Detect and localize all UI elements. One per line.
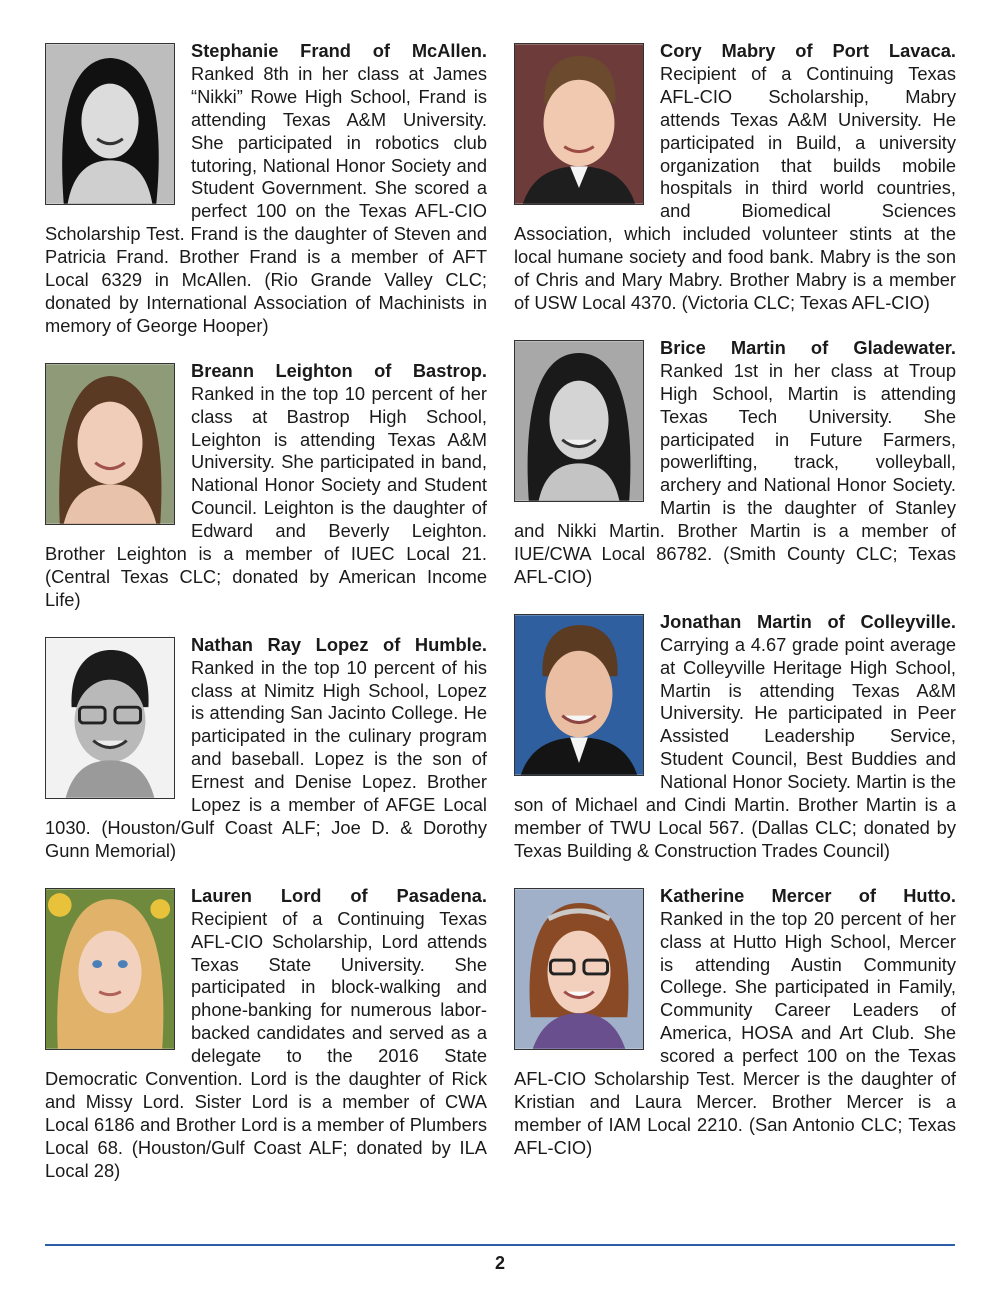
scholar-name: Cory Mabry of Port Lavaca. [660, 40, 956, 61]
right-column [514, 40, 956, 1160]
portrait-photo [45, 888, 175, 1050]
left-column [45, 40, 487, 1183]
portrait-photo [45, 43, 175, 205]
scholar-name: Brice Martin of Gladewater. [660, 336, 956, 358]
scholar-bio: Ranked in the top 20 percent of her class at Hutto High School, Mercer is attending Austin Community College. She participated in Family, Community Career Leaders of America, HOSA and Art Club. She scored a perfect 100 on the Texas AFL-CIO Scholarship Test. Mercer is the daughter of Kristian and Laura Mercer. Brother Mercer is a member of IAM Local 2210. (San Antonio CLC; Texas AFL-CIO) [514, 907, 956, 1158]
page-number: 2 [494, 1253, 505, 1273]
portrait-photo [514, 340, 644, 502]
scholar-entry [45, 634, 487, 863]
scholar-bio: Carrying a 4.67 grade point average at Colleyville Heritage High School, Martin is attending Texas A&M University. He participated in Peer Assisted Leadership Service, Student Council, Best Buddies and National Honor Society. Martin is the son of Michael and Cindi Martin. Brother Martin is a member of TWU Local 567. (Dallas CLC; donated by Texas Building & Construction Trades Council) [514, 633, 956, 861]
portrait-photo [514, 888, 644, 1050]
scholar-entry [45, 360, 487, 612]
scholar-entry [514, 337, 956, 589]
scholar-name: Lauren Lord of Pasadena. [191, 884, 487, 906]
scholar-name: Breann Leighton of Bastrop. [191, 359, 487, 381]
scholar-name: Stephanie Frand of McAllen. [191, 40, 487, 61]
scholar-entry [514, 885, 956, 1160]
scholar-bio: Recipient of a Continuing Texas AFL-CIO Scholarship, Lord attends Texas State University. She participated in block-walking and phone-banking for numerous labor-backed candidates and served as a delegate to the 2016 State Democratic Convention. Lord is the daughter of Rick and Missy Lord. Sister Lord is a member of CWA Local 6186 and Brother Lord is a member of Plumbers Local 68. (Houston/Gulf Coast ALF; donated by ILA Local 28) [45, 907, 487, 1181]
scholar-name: Katherine Mercer of Hutto. [660, 884, 956, 906]
scholar-entry [45, 885, 487, 1183]
footer-rule [45, 1244, 955, 1246]
scholar-entry [45, 40, 487, 338]
scholar-bio: Ranked 8th in her class at James “Nikki” Rowe High School, Frand is attending Texas A&M University. She participated in robotics club tutoring, National Honor Society and Student Government. She scored a perfect 100 on the Texas AFL-CIO Scholarship Test. Frand is the daughter of Steven and Patricia Frand. Brother Frand is a member of AFT Local 6329 in McAllen. (Rio Grande Valley CLC; donated by International Association of Machinists in memory of George Hooper) [45, 62, 487, 336]
scholar-bio: Ranked in the top 10 percent of his class at Nimitz High School, Lopez is attending San Jacinto College. He participated in the culinary program and baseball. Lopez is the son of Ernest and Denise Lopez. Brother Lopez is a member of AFGE Local 1030. (Houston/Gulf Coast ALF; Joe D. & Dorothy Gunn Memorial) [45, 656, 487, 861]
portrait-photo [514, 614, 644, 776]
portrait-photo [45, 637, 175, 799]
scholar-name: Jonathan Martin of Colleyville. [660, 610, 956, 632]
scholar-bio: Ranked 1st in her class at Troup High School, Martin is attending Texas Tech University. She participated in Future Farmers, powerlifting, track, volleyball, archery and National Honor Society. Martin is the daughter of Stanley and Nikki Martin. Brother Martin is a member of IUE/CWA Local 86782. (Smith County CLC; Texas AFL-CIO) [514, 359, 956, 587]
scholar-bio: Ranked in the top 10 percent of her class at Bastrop High School, Leighton is attending Texas A&M University. She participated in band, National Honor Society and Student Council. Leighton is the daughter of Edward and Beverly Leighton. Brother Leighton is a member of IUEC Local 21. (Central Texas CLC; donated by American Income Life) [45, 382, 487, 610]
scholar-entry [514, 40, 956, 315]
portrait-photo [45, 363, 175, 525]
portrait-photo [514, 43, 644, 205]
scholar-name: Nathan Ray Lopez of Humble. [191, 633, 487, 655]
scholar-entry [514, 611, 956, 863]
scholar-bio: Recipient of a Continuing Texas AFL-CIO Scholarship, Mabry attends Texas A&M University. He participated in Build, a university organization that builds mobile hospitals in third world countries, and Biomedical Sciences Association, which included volunteer stints at the local humane society and food bank. Mabry is the son of Chris and Mary Mabry. Brother Mabry is a member of USW Local 4370. (Victoria CLC; Texas AFL-CIO) [514, 62, 956, 313]
